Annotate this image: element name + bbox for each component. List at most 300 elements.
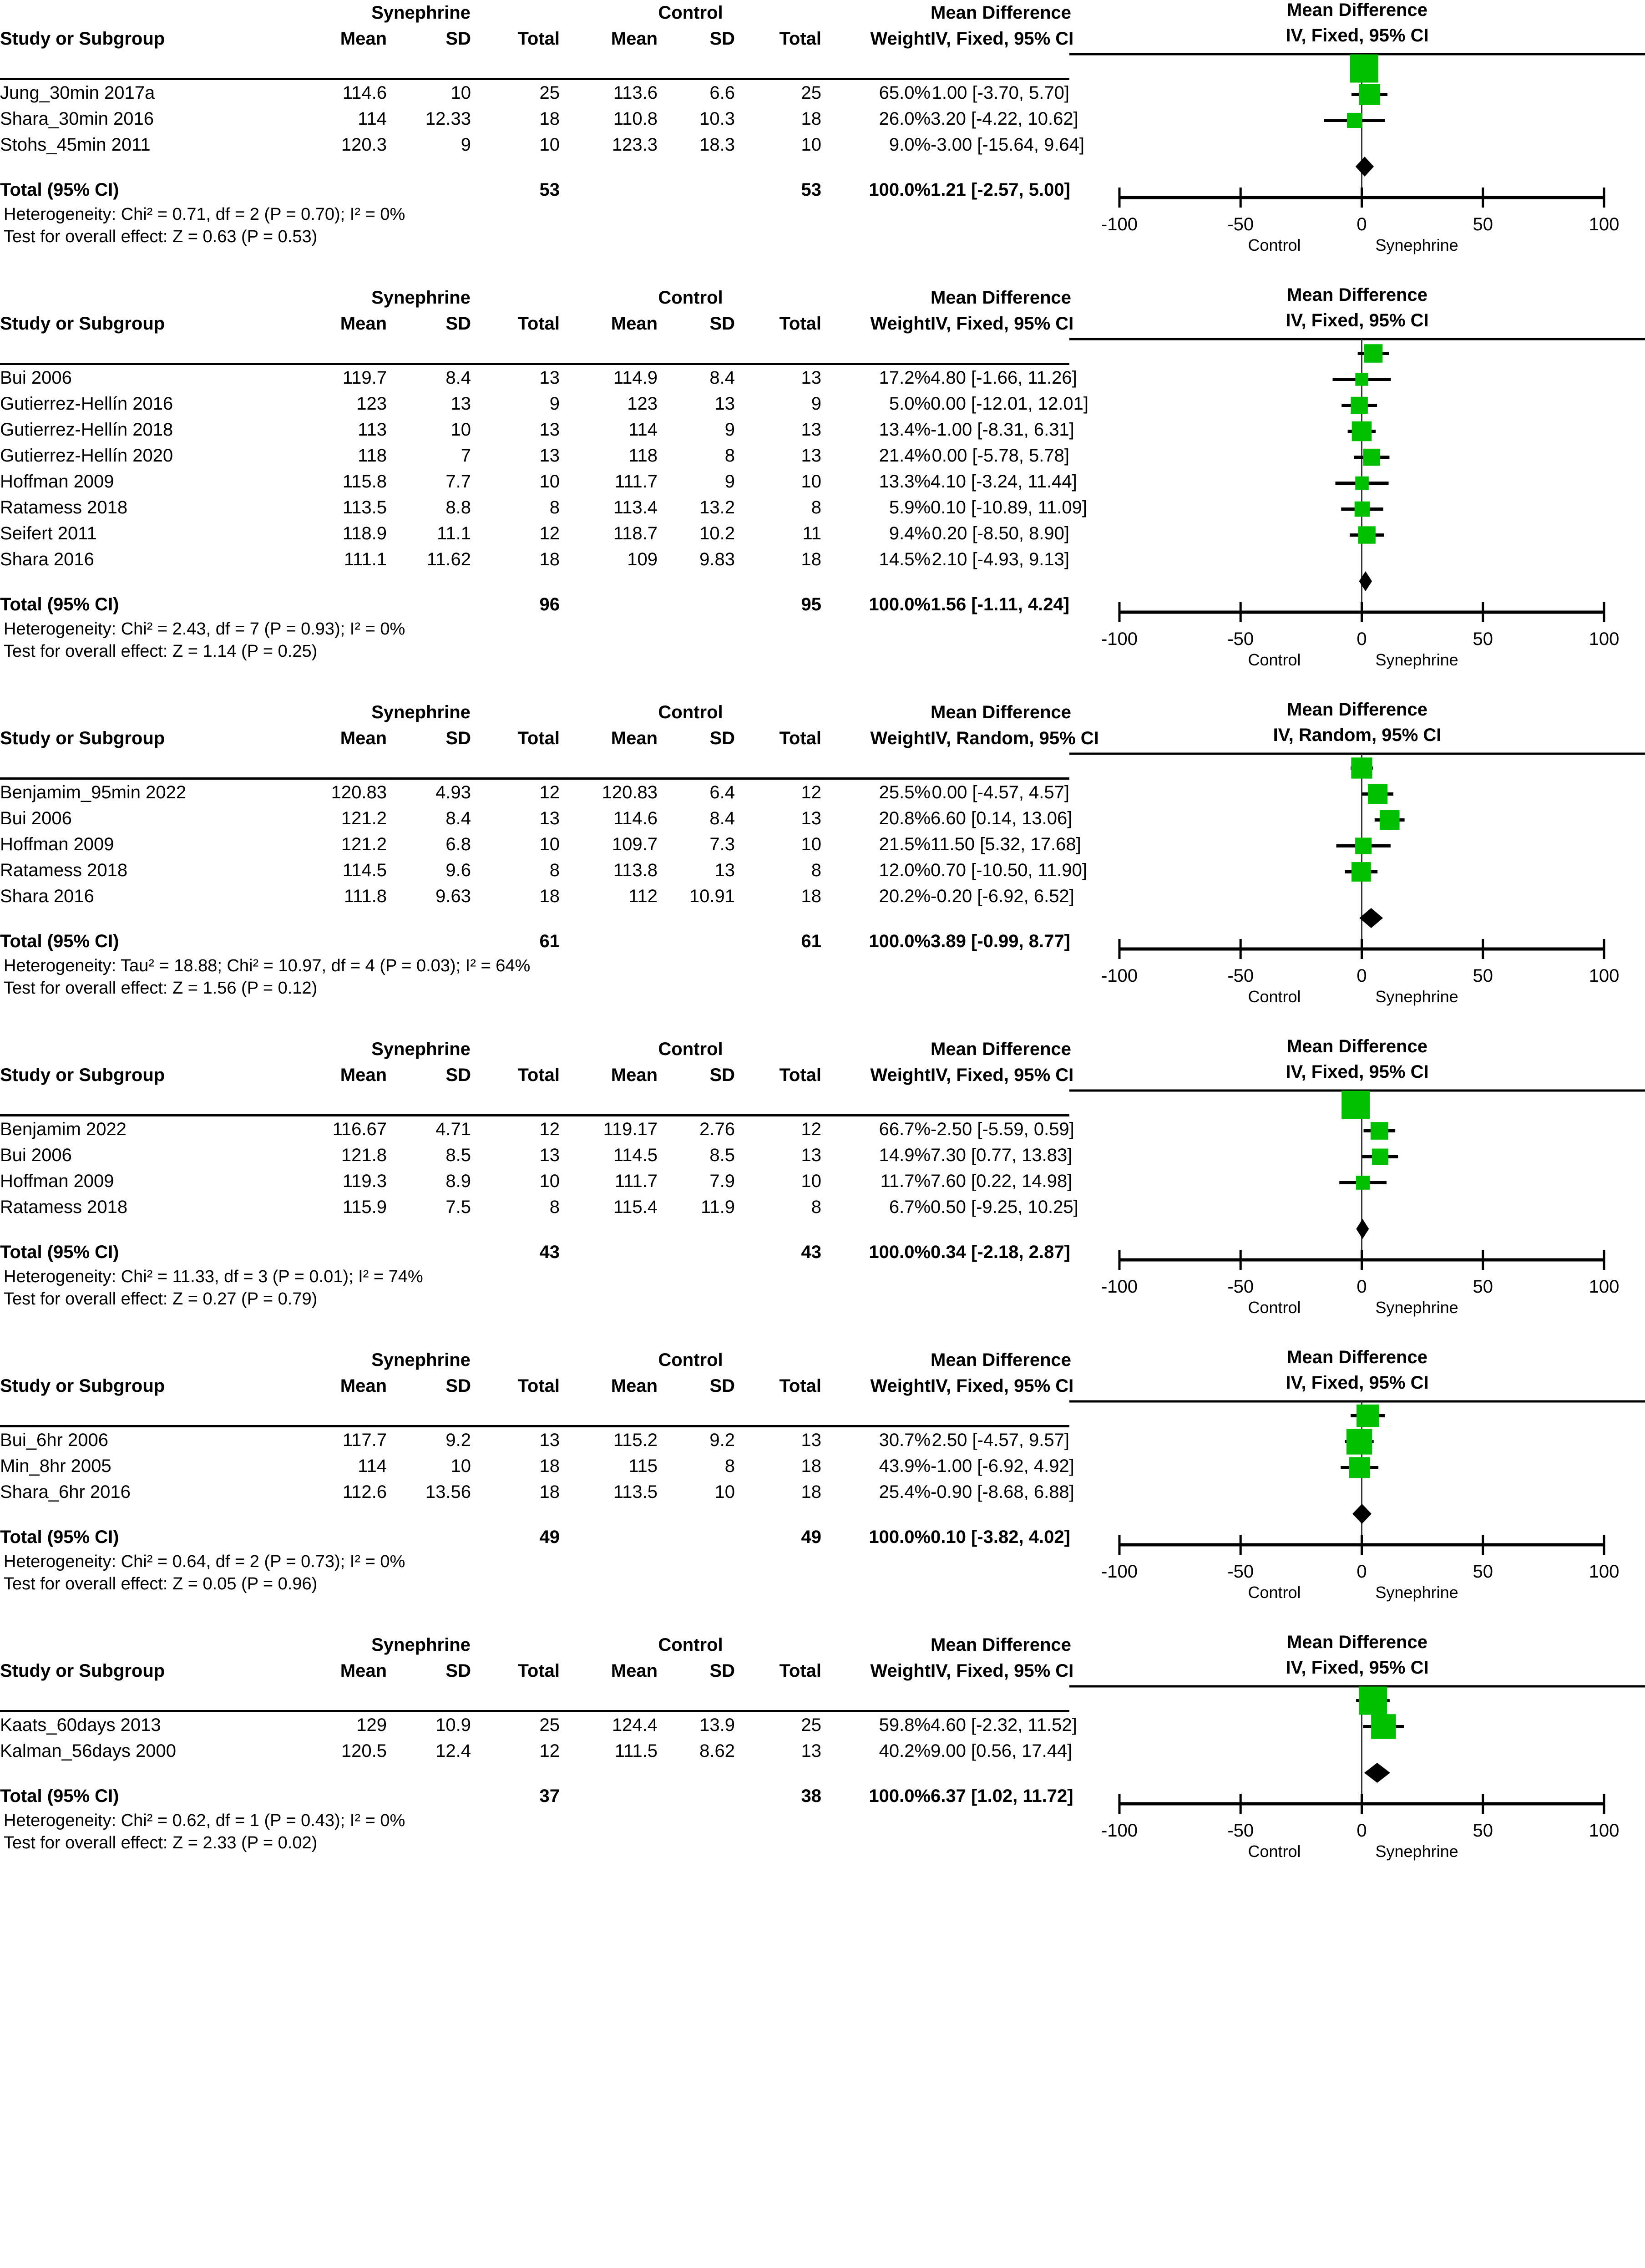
cell-effect-ci: 7.30 [0.77, 13.83] bbox=[931, 1145, 1073, 1165]
forest-title: Mean Difference bbox=[1287, 0, 1427, 20]
cell-total-treatment: 18 bbox=[539, 549, 560, 569]
statistic-line: Test for overall effect: Z = 0.63 (P = 0.53) bbox=[4, 227, 318, 246]
cell-effect-ci: 4.80 [-1.66, 11.26] bbox=[931, 368, 1077, 388]
cell-effect-ci: 0.20 [-8.50, 8.90] bbox=[931, 523, 1070, 543]
study-table bbox=[0, 0, 1085, 203]
cell-total-weight: 100.0% bbox=[869, 1242, 931, 1262]
forest-row bbox=[1339, 1176, 1387, 1190]
col-header-mean-control: Mean bbox=[611, 1065, 658, 1085]
forest-title: Mean Difference bbox=[1287, 1347, 1427, 1367]
statistic-line: Test for overall effect: Z = 1.56 (P = 0.12) bbox=[4, 979, 318, 998]
col-header-sd-treatment: SD bbox=[445, 728, 471, 748]
cell-mean-treatment: 123 bbox=[356, 394, 387, 414]
cell-sd-control: 9 bbox=[724, 420, 735, 440]
group-header-effect: Mean Difference bbox=[931, 1350, 1072, 1370]
cell-effect-ci: 2.10 [-4.93, 9.13] bbox=[931, 549, 1070, 569]
cell-total-treatment-sum: 43 bbox=[539, 1242, 560, 1262]
forest-chart bbox=[1069, 1036, 1645, 1317]
cell-total-treatment: 18 bbox=[539, 109, 560, 129]
col-header-total-treatment: Total bbox=[517, 1661, 560, 1681]
statistic-line: Heterogeneity: Chi² = 0.62, df = 1 (P = 0.43); I² = 0% bbox=[4, 1811, 405, 1830]
group-header-blank bbox=[0, 1036, 282, 1062]
cell-total-treatment: 25 bbox=[539, 83, 560, 103]
forest-row bbox=[1341, 397, 1377, 414]
cell-sd-control: 18.3 bbox=[699, 135, 735, 155]
cell-total-treatment-sum: 37 bbox=[539, 1786, 560, 1806]
cell-study: Ratamess 2018 bbox=[0, 1197, 128, 1217]
cell-sd-treatment: 12.4 bbox=[435, 1741, 471, 1761]
cell-mean-treatment: 114 bbox=[358, 1456, 387, 1476]
table-row bbox=[0, 779, 1069, 806]
x-axis-tick-label: -50 bbox=[1227, 966, 1254, 986]
group-header-control: Control bbox=[658, 288, 723, 308]
col-header-total-control: Total bbox=[779, 29, 822, 49]
column-header-row bbox=[0, 1062, 1069, 1088]
forest-panel bbox=[0, 0, 1645, 252]
cell-effect-ci: -3.00 [-15.64, 9.64] bbox=[931, 135, 1085, 155]
cell-total-treatment-sum: 96 bbox=[539, 594, 560, 614]
panel-gap bbox=[0, 252, 1645, 285]
cell-mean-control: 115 bbox=[628, 1456, 658, 1476]
cell-total-treatment: 12 bbox=[539, 1741, 560, 1761]
effect-marker-square bbox=[1356, 1405, 1379, 1427]
table-row bbox=[0, 1168, 1069, 1194]
axis-label-left-favours: Control bbox=[1248, 1298, 1301, 1317]
cell-effect-ci: -1.00 [-8.31, 6.31] bbox=[931, 420, 1074, 440]
table-row bbox=[0, 521, 1069, 547]
group-header-control: Control bbox=[658, 1635, 723, 1655]
cell-sd-control: 10.2 bbox=[699, 523, 735, 543]
cell-sd-treatment: 13 bbox=[450, 394, 471, 414]
col-header-weight: Weight bbox=[870, 1065, 931, 1085]
group-header-blank2 bbox=[821, 1347, 931, 1373]
cell-total-label: Total (95% CI) bbox=[0, 180, 119, 200]
cell-sd-control: 13.9 bbox=[699, 1715, 735, 1735]
col-header-weight: Weight bbox=[870, 314, 931, 334]
col-header-study: Study or Subgroup bbox=[0, 1661, 165, 1681]
x-axis-tick-label: -50 bbox=[1227, 214, 1254, 234]
cell-total-treatment: 10 bbox=[539, 1171, 560, 1191]
cell-mean-treatment: 119.3 bbox=[342, 1171, 387, 1191]
column-header-row bbox=[0, 26, 1069, 52]
effect-marker-square bbox=[1346, 1429, 1372, 1454]
statistic-line: Heterogeneity: Chi² = 2.43, df = 7 (P = 0.93); I² = 0% bbox=[4, 619, 405, 639]
cell-total-effect-ci: 1.56 [-1.11, 4.24] bbox=[931, 594, 1070, 614]
cell-sd-control: 6.4 bbox=[709, 782, 735, 802]
cell-total-control: 13 bbox=[801, 368, 822, 388]
cell-total-treatment: 10 bbox=[539, 834, 560, 854]
col-header-sd-control: SD bbox=[709, 1065, 735, 1085]
forest-row bbox=[1351, 757, 1373, 778]
cell-weight: 13.4% bbox=[879, 420, 931, 440]
axis-label-right-favours: Synephrine bbox=[1375, 1842, 1458, 1861]
summary-diamond bbox=[1359, 571, 1372, 591]
cell-total-treatment: 12 bbox=[539, 1119, 560, 1139]
cell-study: Shara 2016 bbox=[0, 549, 94, 569]
forest-title: Mean Difference bbox=[1287, 1632, 1427, 1652]
cell-total-treatment: 18 bbox=[539, 1456, 560, 1476]
col-header-study: Study or Subgroup bbox=[0, 1376, 165, 1396]
cell-total-treatment: 13 bbox=[539, 420, 560, 440]
x-axis-tick-label: -50 bbox=[1227, 1821, 1254, 1841]
group-header-blank bbox=[0, 700, 282, 726]
axis-label-right-favours: Synephrine bbox=[1375, 1298, 1458, 1317]
col-header-total-treatment: Total bbox=[517, 1376, 560, 1396]
cell-sd-control: 13 bbox=[714, 394, 735, 414]
cell-total-label: Total (95% CI) bbox=[0, 931, 119, 951]
cell-total-weight: 100.0% bbox=[869, 931, 931, 951]
cell-effect-ci: 2.50 [-4.57, 9.57] bbox=[931, 1430, 1070, 1450]
cell-sd-control: 8.4 bbox=[709, 808, 735, 828]
group-header-row bbox=[0, 1347, 1069, 1373]
forest-subtitle-model: IV, Fixed, 95% CI bbox=[1286, 1062, 1429, 1082]
cell-total-treatment: 25 bbox=[539, 1715, 560, 1735]
cell-mean-treatment: 114.5 bbox=[342, 860, 387, 880]
cell-total-control: 18 bbox=[801, 1456, 822, 1476]
cell-study: Gutierrez-Hellín 2018 bbox=[0, 420, 173, 440]
x-axis-tick-label: 100 bbox=[1589, 1277, 1620, 1297]
cell-total-weight: 100.0% bbox=[869, 594, 931, 614]
statistics-block bbox=[0, 1810, 1069, 1854]
cell-mean-treatment: 121.8 bbox=[341, 1145, 387, 1165]
meta-table-wrap bbox=[0, 1036, 1078, 1314]
cell-mean-treatment: 120.5 bbox=[341, 1741, 387, 1761]
cell-total-treatment-sum: 49 bbox=[539, 1527, 560, 1547]
cell-sd-treatment: 9.6 bbox=[445, 860, 471, 880]
cell-mean-control: 120.83 bbox=[602, 782, 658, 802]
x-axis-tick-label: 0 bbox=[1356, 1821, 1367, 1841]
effect-marker-square bbox=[1351, 397, 1367, 414]
cell-sd-treatment: 9.2 bbox=[445, 1430, 471, 1450]
forest-chart bbox=[1069, 700, 1645, 1004]
cell-sd-control: 9.83 bbox=[699, 549, 735, 569]
cell-mean-treatment: 116.67 bbox=[332, 1119, 387, 1139]
x-axis-tick-label: -100 bbox=[1101, 1277, 1138, 1297]
forest-panel bbox=[0, 700, 1645, 1004]
group-header-blank2 bbox=[821, 1036, 931, 1062]
cell-study: Gutierrez-Hellín 2016 bbox=[0, 394, 173, 414]
cell-effect-ci: -1.00 [-6.92, 4.92] bbox=[931, 1456, 1074, 1476]
cell-mean-treatment: 121.2 bbox=[341, 834, 387, 854]
forest-subtitle-model: IV, Fixed, 95% CI bbox=[1286, 25, 1429, 46]
cell-mean-control: 111.5 bbox=[614, 1741, 658, 1761]
column-header-row bbox=[0, 1658, 1069, 1684]
group-header-blank2 bbox=[821, 0, 931, 26]
cell-sd-control: 8.4 bbox=[709, 368, 735, 388]
col-header-sd-treatment: SD bbox=[445, 1661, 471, 1681]
col-header-mean-treatment: Mean bbox=[340, 1661, 387, 1681]
cell-sd-treatment: 12.33 bbox=[425, 109, 471, 129]
cell-total-effect-ci: 1.21 [-2.57, 5.00] bbox=[931, 180, 1070, 200]
cell-effect-ci: 1.00 [-3.70, 5.70] bbox=[931, 83, 1070, 103]
col-header-total-treatment: Total bbox=[517, 314, 560, 334]
table-row bbox=[0, 391, 1069, 417]
total-row bbox=[0, 928, 1069, 955]
table-rule bbox=[0, 1088, 1069, 1116]
col-header-sd-control: SD bbox=[709, 314, 735, 334]
x-axis-tick-label: 0 bbox=[1356, 214, 1367, 234]
cell-weight: 5.9% bbox=[889, 497, 931, 518]
cell-study: Hoffman 2009 bbox=[0, 472, 114, 492]
cell-total-treatment-sum: 61 bbox=[539, 931, 560, 951]
total-row bbox=[0, 1238, 1069, 1266]
forest-title: Mean Difference bbox=[1287, 285, 1427, 305]
forest-row bbox=[1363, 1714, 1404, 1739]
cell-weight: 20.2% bbox=[879, 886, 931, 906]
cell-effect-ci: 4.60 [-2.32, 11.52] bbox=[931, 1715, 1077, 1735]
total-row bbox=[0, 1782, 1069, 1810]
cell-study: Bui_6hr 2006 bbox=[0, 1430, 108, 1450]
table-rule bbox=[0, 337, 1069, 364]
forest-row bbox=[1354, 449, 1389, 466]
cell-effect-ci: 7.60 [0.22, 14.98] bbox=[931, 1171, 1073, 1191]
table-spacer bbox=[0, 573, 1069, 591]
cell-mean-treatment: 117.7 bbox=[342, 1430, 387, 1450]
table-spacer bbox=[0, 1764, 1069, 1782]
x-axis-tick-label: 100 bbox=[1589, 966, 1620, 986]
cell-total-control: 18 bbox=[801, 886, 822, 906]
cell-weight: 40.2% bbox=[879, 1741, 931, 1761]
x-axis-tick-label: 100 bbox=[1589, 1562, 1620, 1582]
cell-total-label: Total (95% CI) bbox=[0, 1786, 119, 1806]
cell-sd-treatment: 7.7 bbox=[445, 472, 471, 492]
cell-total-label: Total (95% CI) bbox=[0, 1242, 119, 1262]
effect-marker-square bbox=[1355, 837, 1372, 854]
cell-weight: 66.7% bbox=[879, 1119, 931, 1139]
cell-total-treatment: 18 bbox=[539, 1482, 560, 1502]
table-row bbox=[0, 547, 1069, 573]
forest-row bbox=[1351, 84, 1387, 105]
effect-marker-square bbox=[1350, 55, 1378, 83]
cell-sd-control: 7.3 bbox=[709, 834, 735, 854]
cell-total-control-sum: 61 bbox=[801, 931, 822, 951]
forest-chart bbox=[1069, 285, 1645, 667]
cell-total-treatment-sum: 53 bbox=[539, 180, 560, 200]
statistics-block bbox=[0, 955, 1069, 1000]
cell-study: Ratamess 2018 bbox=[0, 860, 128, 880]
cell-sd-treatment: 4.71 bbox=[435, 1119, 471, 1139]
col-header-study: Study or Subgroup bbox=[0, 314, 165, 334]
group-header-treatment: Synephrine bbox=[371, 288, 471, 308]
forest-row bbox=[1333, 373, 1391, 386]
group-header-row bbox=[0, 1632, 1069, 1658]
cell-total-control: 8 bbox=[811, 497, 822, 518]
cell-mean-control: 113.5 bbox=[613, 1482, 658, 1502]
panel-gap bbox=[0, 667, 1645, 700]
forest-row bbox=[1336, 477, 1389, 490]
table-row bbox=[0, 1738, 1069, 1764]
effect-marker-square bbox=[1349, 1457, 1370, 1478]
panel-gap bbox=[0, 1314, 1645, 1347]
cell-study: Min_8hr 2005 bbox=[0, 1456, 111, 1476]
col-header-mean-treatment: Mean bbox=[340, 728, 387, 748]
cell-effect-ci: 0.50 [-9.25, 10.25] bbox=[931, 1197, 1078, 1217]
cell-mean-control: 118.7 bbox=[613, 523, 658, 543]
cell-total-control: 9 bbox=[811, 394, 822, 414]
col-header-mean-treatment: Mean bbox=[340, 1065, 387, 1085]
forest-row bbox=[1341, 1457, 1378, 1478]
col-header-mean-treatment: Mean bbox=[340, 29, 387, 49]
cell-mean-control: 113.8 bbox=[613, 860, 658, 880]
col-header-sd-control: SD bbox=[709, 1661, 735, 1681]
meta-table-wrap bbox=[0, 1632, 1077, 1858]
cell-total-weight: 100.0% bbox=[869, 1786, 931, 1806]
axis-label-left-favours: Control bbox=[1248, 236, 1301, 254]
axis-label-right-favours: Synephrine bbox=[1375, 650, 1458, 669]
col-header-mean-control: Mean bbox=[611, 728, 658, 748]
cell-total-treatment: 10 bbox=[539, 135, 560, 155]
cell-study: Hoffman 2009 bbox=[0, 1171, 114, 1191]
col-header-effect-ci: IV, Fixed, 95% CI bbox=[931, 1376, 1074, 1396]
cell-mean-treatment: 112.6 bbox=[342, 1482, 387, 1502]
cell-weight: 25.4% bbox=[879, 1482, 931, 1502]
cell-total-control: 13 bbox=[801, 420, 822, 440]
cell-total-effect-ci: 0.34 [-2.18, 2.87] bbox=[931, 1242, 1070, 1262]
cell-sd-treatment: 9 bbox=[461, 135, 471, 155]
forest-subtitle-model: IV, Fixed, 95% CI bbox=[1286, 1658, 1429, 1678]
cell-total-treatment: 8 bbox=[549, 1197, 560, 1217]
summary-diamond bbox=[1352, 1504, 1372, 1524]
cell-sd-treatment: 8.8 bbox=[445, 497, 471, 518]
axis-label-left-favours: Control bbox=[1248, 650, 1301, 669]
col-header-total-control: Total bbox=[779, 314, 822, 334]
forest-row bbox=[1375, 810, 1405, 830]
axis-label-left-favours: Control bbox=[1248, 1842, 1301, 1861]
cell-weight: 43.9% bbox=[879, 1456, 931, 1476]
cell-total-control: 13 bbox=[801, 1430, 822, 1450]
x-axis-tick-label: 100 bbox=[1589, 1821, 1620, 1841]
col-header-effect-ci: IV, Fixed, 95% CI bbox=[931, 1065, 1074, 1085]
table-rule bbox=[0, 1684, 1069, 1711]
forest-row bbox=[1336, 837, 1391, 854]
statistics-block bbox=[0, 1266, 1069, 1310]
x-axis-tick-label: -50 bbox=[1227, 1277, 1254, 1297]
cell-sd-treatment: 6.8 bbox=[445, 834, 471, 854]
group-header-treatment: Synephrine bbox=[371, 1635, 471, 1655]
x-axis-tick-label: 0 bbox=[1356, 966, 1367, 986]
group-header-effect: Mean Difference bbox=[931, 1039, 1072, 1059]
group-header-blank2 bbox=[821, 1632, 931, 1658]
axis-label-right-favours: Synephrine bbox=[1375, 236, 1458, 254]
cell-mean-control: 123 bbox=[627, 394, 658, 414]
effect-marker-square bbox=[1355, 502, 1370, 517]
cell-mean-treatment: 115.9 bbox=[342, 1197, 387, 1217]
cell-mean-control: 114.9 bbox=[613, 368, 658, 388]
cell-study: Bui 2006 bbox=[0, 1145, 72, 1165]
forest-svg bbox=[1069, 285, 1645, 667]
forest-subtitle-model: IV, Fixed, 95% CI bbox=[1286, 310, 1429, 330]
cell-total-control: 25 bbox=[801, 1715, 822, 1735]
col-header-study: Study or Subgroup bbox=[0, 29, 165, 49]
col-header-mean-control: Mean bbox=[611, 1376, 658, 1396]
cell-weight: 13.3% bbox=[879, 472, 931, 492]
x-axis-tick-label: -100 bbox=[1101, 214, 1138, 234]
cell-mean-control: 114.6 bbox=[613, 808, 658, 828]
forest-subtitle-model: IV, Random, 95% CI bbox=[1273, 725, 1442, 745]
group-header-row bbox=[0, 1036, 1069, 1062]
table-spacer bbox=[0, 158, 1069, 176]
cell-total-treatment: 13 bbox=[539, 808, 560, 828]
cell-total-control-sum: 53 bbox=[801, 180, 822, 200]
col-header-total-treatment: Total bbox=[517, 29, 560, 49]
cell-sd-control: 13 bbox=[714, 860, 735, 880]
statistic-line: Test for overall effect: Z = 0.05 (P = 0.96) bbox=[4, 1574, 318, 1593]
group-header-blank2 bbox=[821, 700, 931, 726]
x-axis-tick-label: -100 bbox=[1101, 966, 1138, 986]
col-header-sd-treatment: SD bbox=[445, 314, 471, 334]
forest-panel bbox=[0, 1036, 1645, 1317]
cell-study: Benjamim_95min 2022 bbox=[0, 782, 187, 802]
effect-marker-square bbox=[1347, 113, 1362, 128]
table-rule bbox=[0, 1399, 1069, 1426]
cell-total-control-sum: 43 bbox=[801, 1242, 822, 1262]
cell-sd-treatment: 10 bbox=[450, 83, 471, 103]
statistic-line: Heterogeneity: Chi² = 0.71, df = 2 (P = 0.70); I² = 0% bbox=[4, 205, 405, 224]
cell-sd-control: 8.5 bbox=[709, 1145, 735, 1165]
cell-weight: 21.5% bbox=[879, 834, 931, 854]
group-header-row bbox=[0, 0, 1069, 26]
cell-weight: 30.7% bbox=[879, 1430, 931, 1450]
statistic-line: Heterogeneity: Chi² = 11.33, df = 3 (P = 0.01); I² = 74% bbox=[4, 1267, 423, 1286]
cell-mean-treatment: 114 bbox=[358, 109, 387, 129]
study-table bbox=[0, 1632, 1077, 1810]
col-header-total-control: Total bbox=[779, 1661, 822, 1681]
cell-mean-control: 110.8 bbox=[613, 109, 658, 129]
table-row bbox=[0, 417, 1069, 443]
axis-label-left-favours: Control bbox=[1248, 1583, 1301, 1602]
cell-total-control: 8 bbox=[811, 1197, 822, 1217]
col-header-total-control: Total bbox=[779, 728, 822, 748]
col-header-sd-control: SD bbox=[709, 1376, 735, 1396]
cell-mean-treatment: 120.3 bbox=[341, 135, 387, 155]
forest-panel bbox=[0, 285, 1645, 667]
cell-weight: 11.7% bbox=[880, 1171, 931, 1191]
cell-mean-control: 123.3 bbox=[612, 135, 658, 155]
forest-subtitle-model: IV, Fixed, 95% CI bbox=[1286, 1373, 1429, 1393]
meta-table-wrap bbox=[0, 700, 1099, 1004]
column-header-row bbox=[0, 311, 1069, 337]
forest-title: Mean Difference bbox=[1287, 1036, 1427, 1056]
table-row bbox=[0, 1116, 1069, 1143]
effect-marker-square bbox=[1363, 449, 1380, 466]
axis-label-right-favours: Synephrine bbox=[1375, 1583, 1458, 1602]
cell-total-control-sum: 95 bbox=[801, 594, 822, 614]
x-axis-tick-label: 50 bbox=[1473, 629, 1493, 649]
cell-total-treatment: 12 bbox=[539, 782, 560, 802]
group-header-control: Control bbox=[658, 1039, 723, 1059]
effect-marker-square bbox=[1371, 1714, 1396, 1739]
cell-mean-control: 118 bbox=[628, 446, 658, 466]
cell-weight: 12.0% bbox=[879, 860, 931, 880]
group-header-treatment: Synephrine bbox=[371, 1350, 471, 1370]
meta-table-wrap bbox=[0, 0, 1085, 252]
col-header-weight: Weight bbox=[870, 1661, 931, 1681]
forest-row bbox=[1341, 502, 1383, 517]
table-row bbox=[0, 1479, 1069, 1505]
cell-study: Seifert 2011 bbox=[0, 523, 97, 543]
statistics-block bbox=[0, 1551, 1069, 1595]
cell-effect-ci: 6.60 [0.14, 13.06] bbox=[931, 808, 1073, 828]
group-header-blank bbox=[0, 0, 282, 26]
col-header-effect-ci: IV, Fixed, 95% CI bbox=[931, 29, 1074, 49]
table-rule bbox=[0, 52, 1069, 79]
x-axis-tick-label: -100 bbox=[1101, 629, 1138, 649]
col-header-total-control: Total bbox=[779, 1065, 822, 1085]
col-header-sd-treatment: SD bbox=[445, 29, 471, 49]
forest-title: Mean Difference bbox=[1287, 700, 1427, 720]
x-axis-tick-label: 0 bbox=[1356, 629, 1367, 649]
col-header-effect-ci: IV, Fixed, 95% CI bbox=[931, 314, 1074, 334]
